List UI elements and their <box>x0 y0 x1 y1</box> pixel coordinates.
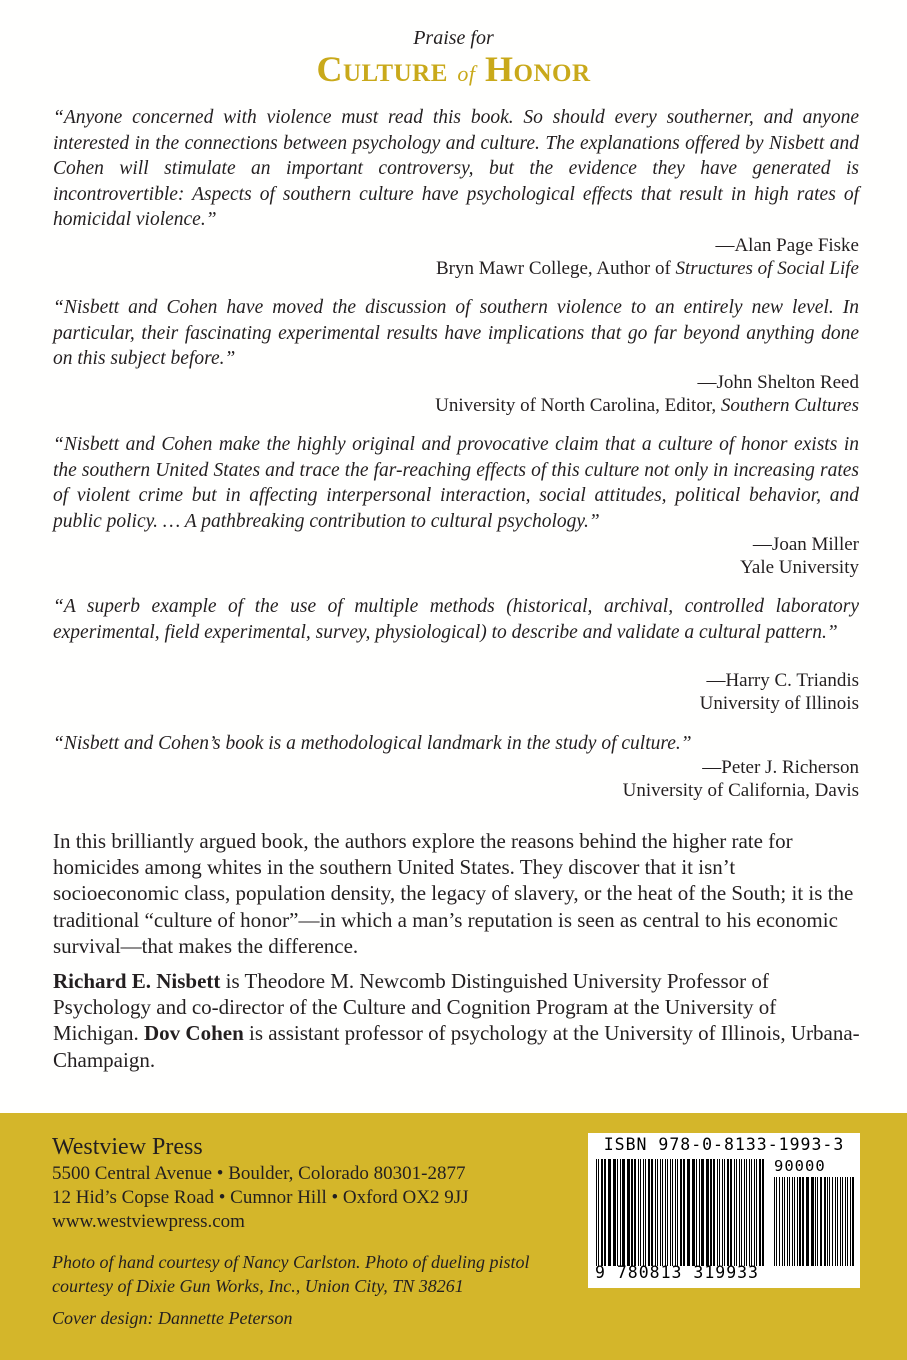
barcode-bar <box>751 1159 752 1266</box>
barcode-bar <box>727 1159 729 1266</box>
author2-bio: is assistant professor of psychology at the University of Illinois, Urbana-Champaign. <box>53 1021 860 1072</box>
isbn-text: ISBN 978-0-8133-1993-3 <box>603 1135 845 1154</box>
barcode-bar <box>613 1159 616 1266</box>
quote-miller: “Nisbett and Cohen make the highly original and provocative claim that a culture of honor exists in the southern United States and trace the far-reaching effects of this culture not only in increasing rates of violent crime but in affecting interpersonal interaction, social attitudes, political behavior, and public policy. … A pathbreaking contribution to cultural psychology.” <box>53 434 859 532</box>
attribution-reed <box>435 371 859 417</box>
price-barcode-bar <box>837 1177 838 1266</box>
barcode-bar <box>598 1159 599 1266</box>
barcode-bar <box>710 1159 712 1266</box>
barcode-bar <box>746 1159 747 1266</box>
barcode-bar <box>696 1159 697 1266</box>
price-code-text: 90000 <box>774 1157 826 1175</box>
barcode-bar <box>675 1159 676 1266</box>
price-barcode-bar <box>806 1177 809 1266</box>
barcode-bar <box>665 1159 666 1266</box>
attribution-affiliation: Bryn Mawr College, Author of Structures of Social Life <box>435 258 859 279</box>
price-barcode-bar <box>789 1177 790 1266</box>
barcode-bar <box>762 1159 764 1266</box>
quote-triandis: “A superb example of the use of multiple methods (historical, archival, controlled laboratory experimental, field experimental, survey, physiological) to describe and validate a cultural pattern.” <box>53 596 859 643</box>
barcode-bar <box>749 1159 750 1266</box>
title-culture: Culture <box>316 49 448 89</box>
author1-bio: is Theodore M. Newcomb Distinguished University Professor of Psychology and co-director of the Culture and Cognition Program at the University of Michigan. <box>53 969 777 1046</box>
price-barcode-bar <box>779 1177 780 1266</box>
barcode-bar <box>701 1159 704 1266</box>
barcode-bar <box>754 1159 755 1266</box>
barcode-bar <box>622 1159 625 1266</box>
attribution-miller <box>740 533 859 579</box>
barcode-bar <box>638 1159 639 1266</box>
book-description: In this brilliantly argued book, the authors explore the reasons behind the higher rate for homicides among whites in the southern United States. They discover that it isn’t socioeconomic class, population density, the legacy of slavery, or the heat of the South; it is the traditional “culture of honor”—in which a man’s reputation is seen as central to his economic survival—that makes the difference. <box>53 829 854 958</box>
price-barcode-bar <box>850 1177 851 1266</box>
price-barcode-bar <box>815 1177 816 1266</box>
barcode-bar <box>643 1159 644 1266</box>
barcode-bar <box>756 1159 757 1266</box>
cover-design-credit: Cover design: Dannette Peterson <box>52 1308 293 1328</box>
barcode-bar <box>660 1159 661 1266</box>
attribution-name: —John Shelton Reed <box>697 372 859 393</box>
price-barcode-bar <box>842 1177 843 1266</box>
publisher-block <box>52 1132 469 1234</box>
barcode-bar <box>662 1159 663 1266</box>
photo-credit: Photo of hand courtesy of Nancy Carlston. Photo of dueling pistol courtesy of Dixie Gun Works, Inc., Union City, TN 38261 <box>52 1252 530 1296</box>
barcode-bar <box>670 1159 671 1266</box>
barcode-bar <box>699 1159 700 1266</box>
barcode-bar <box>692 1159 695 1266</box>
barcode-bar <box>648 1159 650 1266</box>
title-of: of <box>457 61 476 86</box>
attribution-affiliation: University of California, Davis <box>622 780 859 801</box>
price-barcode-bar <box>776 1177 777 1266</box>
author-bios <box>53 968 861 1073</box>
attribution-name: —Peter J. Richerson <box>702 757 859 778</box>
barcode-bar <box>617 1159 618 1266</box>
barcode-bar <box>657 1159 658 1266</box>
price-barcode-bar <box>820 1177 822 1266</box>
barcode-bar <box>620 1159 621 1266</box>
price-barcode-bar <box>835 1177 836 1266</box>
author2-name: Dov Cohen <box>143 1021 244 1046</box>
credits-block <box>52 1250 592 1330</box>
barcode-bar <box>741 1159 742 1266</box>
barcode-bar <box>713 1159 715 1266</box>
barcode-bar <box>667 1159 668 1266</box>
attribution-affiliation: University of North Carolina, Editor, Southern Cultures <box>435 395 859 416</box>
price-barcode-bar <box>840 1177 841 1266</box>
barcode-bar <box>736 1159 737 1266</box>
barcode-bar <box>722 1159 723 1266</box>
attribution-name: —Joan Miller <box>752 534 859 555</box>
barcode-bar <box>683 1159 685 1266</box>
barcode-bar <box>687 1159 690 1266</box>
price-barcode-bar <box>784 1177 785 1266</box>
price-barcode-bar <box>832 1177 833 1266</box>
barcode-bar <box>739 1159 740 1266</box>
publisher-address-uk: 12 Hid’s Copse Road • Cumnor Hill • Oxford OX2 9JJ <box>52 1187 469 1208</box>
barcode-bar <box>627 1159 630 1266</box>
barcode-bar <box>655 1159 656 1266</box>
barcode-bar <box>645 1159 646 1266</box>
barcode-panel <box>588 1133 860 1288</box>
attribution-richerson <box>623 756 859 802</box>
price-barcode-bar <box>797 1177 798 1266</box>
barcode-bar <box>677 1159 678 1266</box>
barcode-bar <box>744 1159 745 1266</box>
price-barcode-bar <box>824 1177 826 1266</box>
ean-digits-text: 9 780813 319933 <box>594 1263 759 1282</box>
title-honor: Honor <box>485 49 591 89</box>
praise-for-label: Praise for <box>413 27 494 49</box>
publisher-website[interactable]: www.westviewpress.com <box>52 1211 245 1232</box>
price-barcode-bar <box>774 1177 775 1266</box>
price-barcode-bar <box>852 1177 854 1266</box>
attribution-fiske <box>436 234 859 280</box>
barcode-bar <box>719 1159 720 1266</box>
price-barcode-bar <box>794 1177 795 1266</box>
barcode-bar <box>706 1159 709 1266</box>
barcode-bar <box>717 1159 718 1266</box>
price-barcode-bar <box>817 1177 818 1266</box>
attribution-name: —Harry C. Triandis <box>706 670 859 691</box>
barcode-bar <box>651 1159 653 1266</box>
publisher-name: Westview Press <box>52 1134 203 1160</box>
price-barcode-bar <box>847 1177 848 1266</box>
price-barcode-bar <box>827 1177 828 1266</box>
barcode-bar <box>759 1159 761 1266</box>
price-barcode-bar <box>799 1177 801 1266</box>
price-barcode-bar <box>811 1177 814 1266</box>
quote-reed: “Nisbett and Cohen have moved the discussion of southern violence to an entirely new level. In particular, their fascinating experimental results have implications that go far beyond anything done on this subject before.” <box>53 297 859 369</box>
attribution-affiliation: University of Illinois <box>699 693 859 714</box>
barcode-bar <box>730 1159 732 1266</box>
price-barcode-bar <box>787 1177 788 1266</box>
barcode-bar <box>734 1159 735 1266</box>
barcode-bar <box>596 1159 597 1266</box>
price-barcode-bar <box>792 1177 793 1266</box>
barcode-bar <box>634 1159 636 1266</box>
attribution-affiliation: Yale University <box>740 557 859 578</box>
book-title <box>0 48 907 90</box>
price-barcode-bar <box>782 1177 783 1266</box>
attribution-triandis <box>700 669 859 715</box>
barcode-bar <box>724 1159 725 1266</box>
quote-richerson: “Nisbett and Cohen’s book is a methodological landmark in the study of culture.” <box>53 733 692 754</box>
barcode-bar <box>640 1159 641 1266</box>
price-barcode-bar <box>829 1177 830 1266</box>
publisher-address-us: 5500 Central Avenue • Boulder, Colorado 80301-2877 <box>52 1163 466 1184</box>
barcode-bar <box>672 1159 673 1266</box>
author1-name: Richard E. Nisbett <box>53 969 221 993</box>
barcode-bar <box>601 1159 603 1266</box>
barcode-bar <box>608 1159 611 1266</box>
price-barcode-bar <box>845 1177 846 1266</box>
barcode-bar <box>604 1159 606 1266</box>
quote-fiske: “Anyone concerned with violence must read this book. So should every southerner, and anyone interested in the connections between psychology and culture. The explanations offered by Nisbett and Cohen will stimulate an important controversy, but the evidence they have generated is incontrovertible: Aspects of southern culture have psychological effects that result in high rates of homicidal violence.” <box>53 107 859 230</box>
attribution-name: —Alan Page Fiske <box>715 235 859 256</box>
price-barcode-bar <box>802 1177 804 1266</box>
barcode-bar <box>631 1159 633 1266</box>
barcode-bar <box>680 1159 682 1266</box>
